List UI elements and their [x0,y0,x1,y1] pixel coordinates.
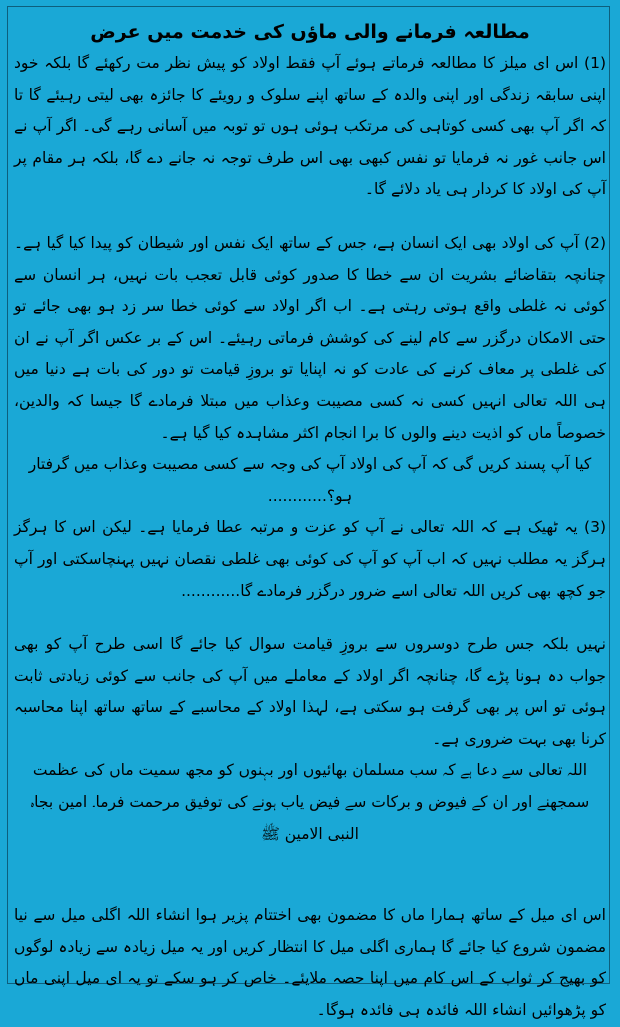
spacer [14,206,606,228]
spacer [14,607,606,629]
dua-paragraph: اللہ تعالی سے دعا ہے کہ سب مسلمان بھائیوں اور بہنوں کو مجھ سمیت ماں کی عظمت سمجھنے اور ان کے فیوض و برکات سے فیض یاب ہونے کی توفیق مرحمت فرما۔ امین بجاہ النبی الامین ﷺ [30,761,590,843]
document-body [14,12,606,1027]
spacer [14,850,606,900]
document-title: مطالعہ فرمانے والی ماؤں کی خدمت میں عرض [90,21,530,43]
paragraph-1: (1) اس ای میلز کا مطالعہ فرماتے ہوئے آپ فقط اولاد کو پیش نظر مت رکھئے گا بلکہ خود اپنی سابقہ زندگی اور اپنی والدہ کے ساتھ اپنے سلوک و رویئے کا جائزہ بھی لیتی رہیئے گا تا کہ اگر آپ بھی کسی کوتاہی کی مرتکب ہوئی ہوں تو توبہ میں آسانی رہے گی۔ اگر آپ نے اس جانب غور نہ فرمایا تو نفس کبھی بھی اس طرف توجہ نہ جانے دے گا، بلکہ ہر مقام پر آپ کی اولاد کا کردار ہی یاد دلائے گا۔ [14,54,606,199]
paragraph-2: (2) آپ کی اولاد بھی ایک انسان ہے، جس کے ساتھ ایک نفس اور شیطان کو پیدا کیا گیا ہے۔ چنانچہ بتقاضائے بشریت ان سے خطا کا صدور کوئی قابل تعجب بات نہیں، ہر انسان سے کوئی نہ غلطی واقع ہوتی رہتی ہے۔ اب اگر اولاد سے کوئی خطا سر زد ہو بھی جائے تو حتی الامکان درگزر سے کام لینے کی کوشش فرماتی رہیئے۔ اس کے بر عکس اگر آپ نے ان کی غلطی پر معاف کرنے کی عادت کو نہ اپنایا تو بروزِ قیامت تو دور کی بات ہے دنیا میں ہی اللہ تعالی انہیں کسی نہ کسی مصیبت وعذاب میں مبتلا فرمادے گا جیسا کہ والدین، خصوصاً ماں کو اذیت دینے والوں کا برا انجام اکثر مشاہدہ کیا گیا ہے۔ [14,233,606,442]
paragraph-2-question: کیا آپ پسند کریں گی کہ آپ کی اولاد آپ کی وجہ سے کسی مصیبت وعذاب میں گرفتار ہو؟............ [28,455,592,505]
paragraph-4: نہیں بلکہ جس طرح دوسروں سے بروزِ قیامت سوال کیا جائے گا اسی طرح آپ کو بھی جواب دہ ہونا پڑے گا، چنانچہ اگر اولاد کے معاملے میں آپ کی جانب سے کوئی زیادتی ثابت ہوئی تو اس پر بھی گرفت ہو سکتی ہے، لہذا اولاد کے محاسبے کے ساتھ ساتھ اپنا محاسبہ کرنا بھی بہت ضروری ہے۔ [14,635,606,748]
paragraph-3: (3) یہ ٹھیک ہے کہ اللہ تعالی نے آپ کو عزت و مرتبہ عطا فرمایا ہے۔ لیکن اس کا ہرگز ہرگز یہ مطلب نہیں کہ اب آپ کو آپ کی کوئی بھی غلطی نقصان نہیں پہنچاسکتی اور آپ جو کچھ بھی کریں اللہ تعالی اسے ضرور درگزر فرمادے گا............ [14,518,606,600]
closing-paragraph: اس ای میل کے ساتھ ہمارا ماں کا مضمون بھی اختتام پزیر ہوا انشاء اللہ اگلی میل سے نیا مضمون شروع کیا جائے گا ہماری اگلی میل کا انتظار کریں اور یہ میل زیادہ سے زیادہ لوگوں کو بھیج کر ثواب کے اس کام میں اپنا حصہ ملایئے۔ خاص کر ہو سکے تو یہ ای میل اپنی ماں کو پڑھوائیں انشاء اللہ فائدہ ہی فائدہ ہوگا۔ [14,906,606,1020]
